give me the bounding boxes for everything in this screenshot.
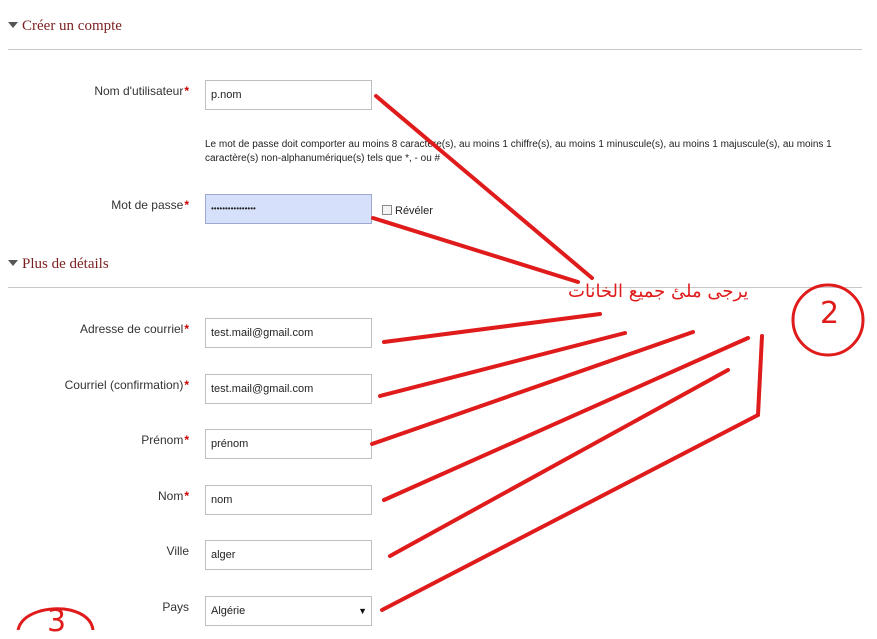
annotation-line-password bbox=[373, 218, 578, 282]
annotation-line-email bbox=[384, 314, 600, 342]
section-title: Créer un compte bbox=[22, 18, 122, 34]
country-select[interactable]: Algérie ▼ bbox=[205, 596, 372, 626]
annotation-number-2: 2 bbox=[820, 296, 840, 331]
required-icon: * bbox=[184, 433, 189, 447]
checkbox-icon[interactable] bbox=[382, 205, 392, 215]
city-label: Ville bbox=[166, 544, 189, 558]
username-input[interactable]: p.nom bbox=[205, 80, 372, 110]
annotation-arabic-text: يرجى ملئ جميع الخانات bbox=[568, 281, 749, 302]
section-create-account[interactable] bbox=[8, 18, 122, 35]
section-title: Plus de détails bbox=[22, 256, 109, 272]
email-confirm-input[interactable]: test.mail@gmail.com bbox=[205, 374, 372, 404]
annotation-line-firstname bbox=[372, 332, 693, 444]
email-label: Adresse de courriel* bbox=[79, 322, 189, 336]
annotation-line-lastname bbox=[384, 338, 748, 500]
email-confirm-label: Courriel (confirmation)* bbox=[64, 378, 189, 392]
dropdown-arrow-icon: ▼ bbox=[358, 606, 367, 616]
required-icon: * bbox=[184, 198, 189, 212]
email-input[interactable]: test.mail@gmail.com bbox=[205, 318, 372, 348]
password-policy-text: Le mot de passe doit comporter au moins 8 caractère(s), au moins 1 chiffre(s), au moins 1 minuscule(s), au moins 1 majuscule(s), au moins 1 caractère(s) non-alphanumérique(s) tels que *, - ou # bbox=[205, 139, 832, 164]
password-input[interactable]: •••••••••••••••• bbox=[205, 194, 372, 224]
country-label: Pays bbox=[162, 600, 189, 614]
firstname-input[interactable]: prénom bbox=[205, 429, 372, 459]
firstname-label: Prénom* bbox=[141, 433, 189, 447]
lastname-label: Nom* bbox=[157, 489, 189, 503]
collapse-triangle-icon bbox=[8, 22, 18, 28]
city-input[interactable]: alger bbox=[205, 540, 372, 570]
lastname-input[interactable]: nom bbox=[205, 485, 372, 515]
password-label: Mot de passe* bbox=[111, 198, 189, 212]
section-divider bbox=[8, 49, 862, 50]
annotation-number-3: 3 bbox=[47, 604, 67, 639]
username-label: Nom d'utilisateur* bbox=[94, 84, 189, 98]
annotation-line-city bbox=[390, 370, 728, 556]
required-icon: * bbox=[184, 378, 189, 392]
annotation-line-username bbox=[376, 96, 592, 278]
required-icon: * bbox=[184, 489, 189, 503]
section-more-details[interactable] bbox=[8, 256, 109, 273]
required-icon: * bbox=[184, 322, 189, 336]
annotation-line-country bbox=[382, 336, 762, 610]
required-icon: * bbox=[184, 84, 189, 98]
collapse-triangle-icon bbox=[8, 260, 18, 266]
reveal-password-toggle[interactable]: Révéler bbox=[382, 205, 433, 217]
annotation-line-email-confirm bbox=[380, 333, 625, 396]
